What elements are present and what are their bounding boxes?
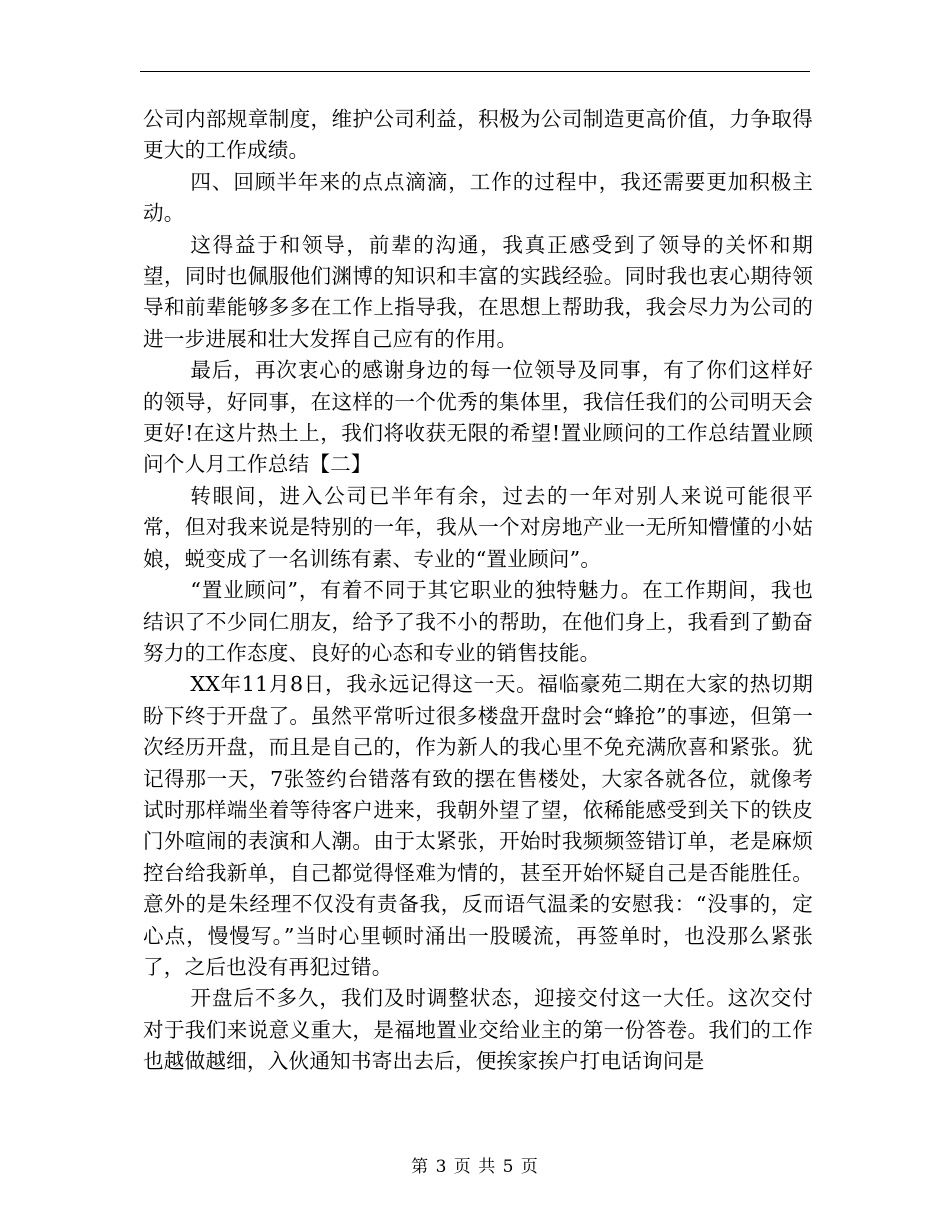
paragraph-2: 四、回顾半年来的点点滴滴，工作的过程中，我还需要更加积极主动。 [143,169,813,226]
document-body [143,104,813,1078]
header-rule [140,71,810,72]
paragraph-4: 最后，再次衷心的感谢身边的每一位领导及同事，有了你们这样好的领导，好同事，在这样的一个优秀的集体里，我信任我们的公司明天会更好!在这片热土上，我们将收获无限的希望!置业顾问的工作总结置业顾问个人月工作总结【二】 [143,358,813,477]
paragraph-1: 公司内部规章制度，维护公司利益，积极为公司制造更高价值，力争取得更大的工作成绩。 [143,107,813,163]
paragraph-5: 转眼间，进入公司已半年有余，过去的一年对别人来说可能很平常，但对我来说是特别的一年，我从一个对房地产业一无所知懵懂的小姑娘，蜕变成了一名训练有素、专业的“置业顾问”。 [143,483,813,571]
paragraph-7: XX年11月8日，我永远记得这一天。福临豪苑二期在大家的热切期盼下终于开盘了。虽然平常听过很多楼盘开盘时会“蜂抢”的事迹，但第一次经历开盘，而且是自己的，作为新人的我心里不免充满欣喜和紧张。犹记得那一天，7张签约台错落有致的摆在售楼处，大家各就各位，就像考试时那样端坐着等待客户进来，我朝外望了望，依稀能感受到关下的铁皮门外喧闹的表演和人潮。由于太紧张，开始时我频频签错订单，老是麻烦控台给我新单，自己都觉得怪难为情的，甚至开始怀疑自己是否能胜任。意外的是朱经理不仅没有责备我，反而语气温柔的安慰我：“没事的，定心点，慢慢写。”当时心里顿时涌出一股暖流，再签单时，也没那么紧张了，之后也没有再犯过错。 [143,672,813,979]
paragraph-8: 开盘后不多久，我们及时调整状态，迎接交付这一大任。这次交付对于我们来说意义重大，是福地置业交给业主的第一份答卷。我们的工作也越做越细，入伙通知书寄出去后，便挨家挨户打电话询问是 [143,986,813,1074]
paragraph-3: 这得益于和领导，前辈的沟通，我真正感受到了领导的关怀和期望，同时也佩服他们渊博的知识和丰富的实践经验。同时我也衷心期待领导和前辈能够多多在工作上指导我，在思想上帮助我，我会尽力为公司的进一步进展和壮大发挥自己应有的作用。 [143,232,813,351]
page-number-footer: 第 3 页 共 5 页 [411,1157,539,1177]
paragraph-6: “置业顾问”，有着不同于其它职业的独特魅力。在工作期间，我也结识了不少同仁朋友，给予了我不小的帮助，在他们身上，我看到了勤奋努力的工作态度、良好的心态和专业的销售技能。 [143,578,813,665]
